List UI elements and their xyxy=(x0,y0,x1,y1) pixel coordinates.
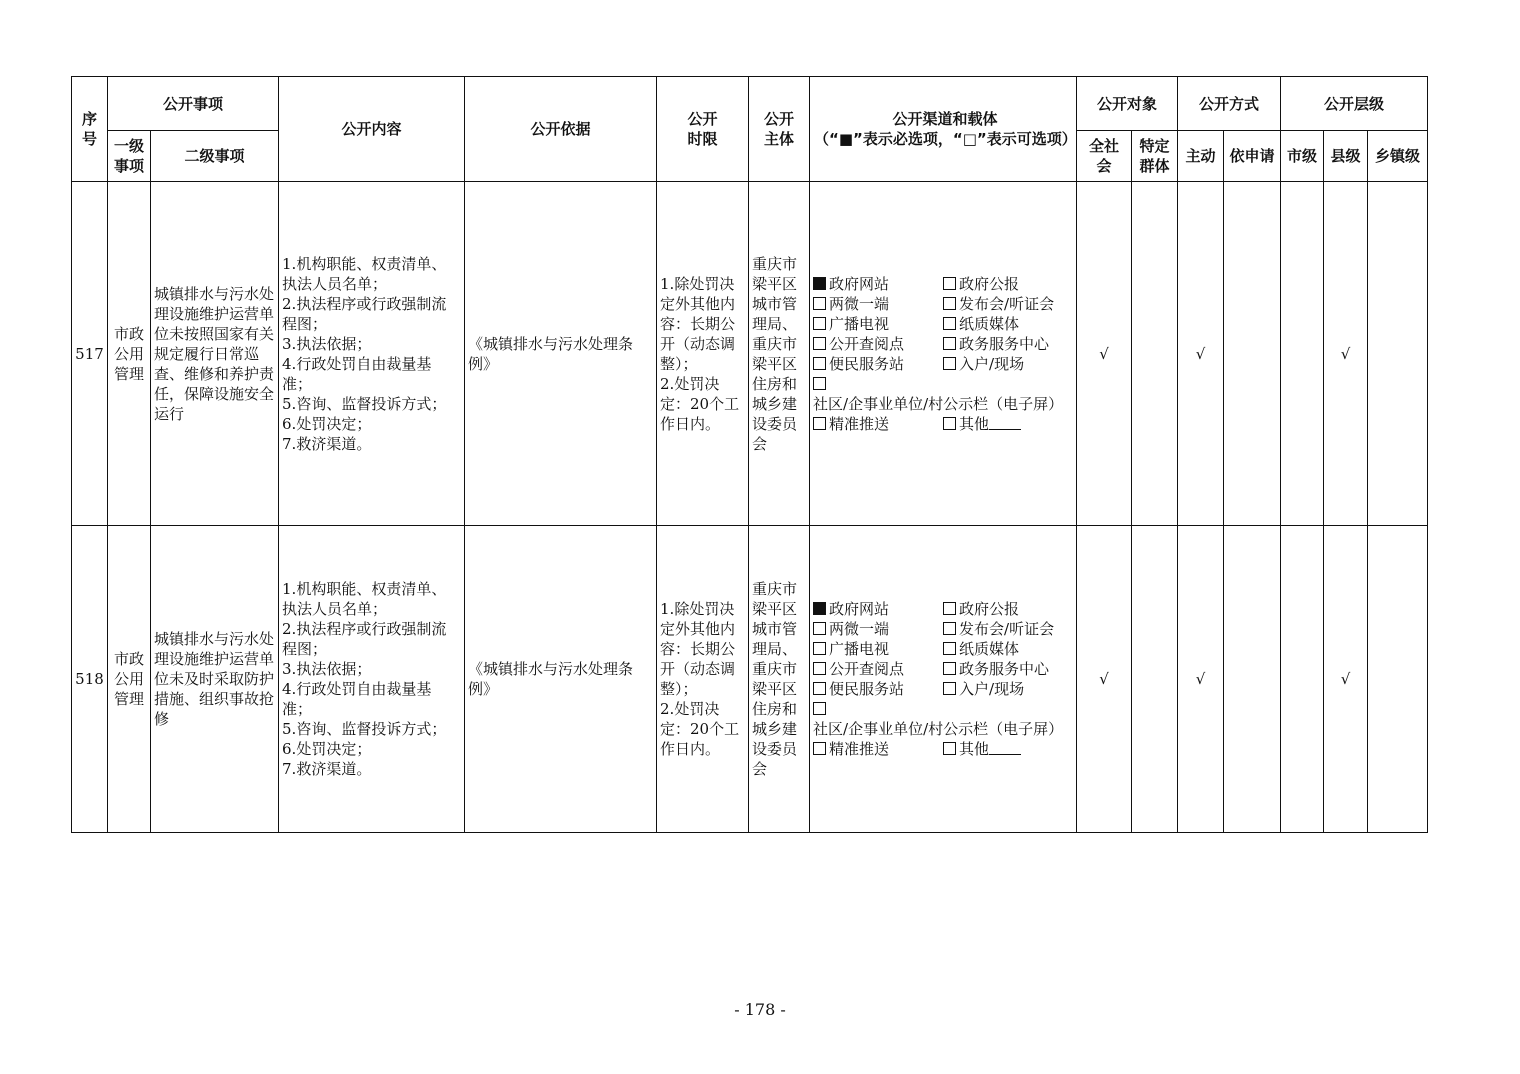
channel-item: 政府网站 xyxy=(813,274,943,294)
row-time-limit: 1.除处罚决定外其他内容：长期公开（动态调整）； 2.处罚决定：20个工作日内。 xyxy=(657,182,749,526)
checkbox-empty-icon xyxy=(813,742,826,755)
checkbox-empty-icon xyxy=(943,682,956,695)
row-seq: 517 xyxy=(72,182,108,526)
checkbox-empty-icon xyxy=(943,357,956,370)
checkbox-empty-icon xyxy=(943,297,956,310)
row-level-town xyxy=(1368,526,1428,833)
channel-item: 公开查阅点 xyxy=(813,334,943,354)
header-level-city: 市级 xyxy=(1281,131,1324,182)
header-level: 公开层级 xyxy=(1281,77,1428,131)
checkbox-empty-icon xyxy=(943,317,956,330)
row-mode-active: √ xyxy=(1178,182,1224,526)
row-target-all: √ xyxy=(1077,526,1132,833)
header-mode: 公开方式 xyxy=(1178,77,1281,131)
checkbox-empty-icon xyxy=(813,357,826,370)
channel-item: 政务服务中心 xyxy=(943,659,1073,679)
row-mode-apply xyxy=(1224,182,1281,526)
checkbox-empty-icon xyxy=(943,622,956,635)
checkbox-empty-icon xyxy=(813,702,826,715)
channel-item: 政府公报 xyxy=(943,599,1073,619)
checkbox-empty-icon xyxy=(943,662,956,675)
checkbox-empty-icon xyxy=(813,662,826,675)
row-content: 1.机构职能、权责清单、执法人员名单； 2.执法程序或行政强制流程图； 3.执法依据； 4.行政处罚自由裁量基准； 5.咨询、监督投诉方式； 6.处罚决定； 7.救济渠道。 xyxy=(279,526,465,833)
page-number: - 178 - xyxy=(734,1000,786,1019)
header-matter: 公开事项 xyxy=(108,77,279,131)
row-level2: 城镇排水与污水处理设施维护运营单位未按照国家有关规定履行日常巡查、维修和养护责任，保障设施安全运行 xyxy=(151,182,279,526)
header-mode-apply: 依申请 xyxy=(1224,131,1281,182)
checkbox-filled-icon xyxy=(813,277,826,290)
row-target-specific xyxy=(1132,182,1178,526)
checkbox-empty-icon xyxy=(813,642,826,655)
channel-item: 精准推送 xyxy=(813,739,943,759)
channel-item: 其他 xyxy=(943,739,1073,759)
row-seq: 518 xyxy=(72,526,108,833)
checkbox-empty-icon xyxy=(813,622,826,635)
channel-item: 政府网站 xyxy=(813,599,943,619)
disclosure-table xyxy=(71,76,1428,833)
channel-item: 入户/现场 xyxy=(943,679,1073,699)
channel-item: 发布会/听证会 xyxy=(943,619,1073,639)
row-subject: 重庆市梁平区城市管理局、重庆市梁平区住房和城乡建设委员会 xyxy=(749,182,810,526)
header-mode-active: 主动 xyxy=(1178,131,1224,182)
header-subject: 公开主体 xyxy=(749,77,810,182)
channel-item: 公开查阅点 xyxy=(813,659,943,679)
row-level1: 市政公用管理 xyxy=(108,182,151,526)
table-row xyxy=(72,182,1428,526)
header-level-town: 乡镇级 xyxy=(1368,131,1428,182)
row-level-county: √ xyxy=(1324,182,1368,526)
checkbox-empty-icon xyxy=(813,682,826,695)
channel-item: 广播电视 xyxy=(813,639,943,659)
header-time-limit: 公开时限 xyxy=(657,77,749,182)
checkbox-empty-icon xyxy=(943,337,956,350)
channel-item: 广播电视 xyxy=(813,314,943,334)
row-level-county: √ xyxy=(1324,526,1368,833)
header-target: 公开对象 xyxy=(1077,77,1178,131)
row-level-city xyxy=(1281,182,1324,526)
header-level1: 一级事项 xyxy=(108,131,151,182)
checkbox-empty-icon xyxy=(943,417,956,430)
table-row xyxy=(72,526,1428,833)
header-level-county: 县级 xyxy=(1324,131,1368,182)
checkbox-empty-icon xyxy=(813,377,826,390)
header-basis: 公开依据 xyxy=(465,77,657,182)
header-channel-title: 公开渠道和载体 xyxy=(892,110,998,128)
row-target-specific xyxy=(1132,526,1178,833)
row-level1: 市政公用管理 xyxy=(108,526,151,833)
row-target-all: √ xyxy=(1077,182,1132,526)
row-basis: 《城镇排水与污水处理条例》 xyxy=(465,182,657,526)
row-time-limit: 1.除处罚决定外其他内容：长期公开（动态调整）； 2.处罚决定：20个工作日内。 xyxy=(657,526,749,833)
row-level-city xyxy=(1281,526,1324,833)
header-target-all: 全社会 xyxy=(1077,131,1132,182)
channel-item: 入户/现场 xyxy=(943,354,1073,374)
header-channel-note: （“■”表示必选项，“□”表示可选项） xyxy=(814,130,1077,148)
row-mode-apply xyxy=(1224,526,1281,833)
checkbox-filled-icon xyxy=(813,602,826,615)
channel-item: 其他 xyxy=(943,414,1073,434)
row-channels xyxy=(810,182,1077,526)
checkbox-empty-icon xyxy=(943,602,956,615)
row-mode-active: √ xyxy=(1178,526,1224,833)
channel-item: 社区/企事业单位/村公示栏（电子屏） xyxy=(813,699,1073,739)
channel-item: 纸质媒体 xyxy=(943,639,1073,659)
channel-item: 社区/企事业单位/村公示栏（电子屏） xyxy=(813,374,1073,414)
row-level-town xyxy=(1368,182,1428,526)
channel-item: 政府公报 xyxy=(943,274,1073,294)
header-target-specific: 特定群体 xyxy=(1132,131,1178,182)
row-subject: 重庆市梁平区城市管理局、重庆市梁平区住房和城乡建设委员会 xyxy=(749,526,810,833)
row-level2: 城镇排水与污水处理设施维护运营单位未及时采取防护措施、组织事故抢修 xyxy=(151,526,279,833)
channel-item: 发布会/听证会 xyxy=(943,294,1073,314)
channel-item: 便民服务站 xyxy=(813,679,943,699)
checkbox-empty-icon xyxy=(813,317,826,330)
header-seq: 序号 xyxy=(72,77,108,182)
row-content: 1.机构职能、权责清单、执法人员名单； 2.执法程序或行政强制流程图； 3.执法依据； 4.行政处罚自由裁量基准； 5.咨询、监督投诉方式； 6.处罚决定； 7.救济渠道。 xyxy=(279,182,465,526)
channel-item: 政务服务中心 xyxy=(943,334,1073,354)
channel-item: 纸质媒体 xyxy=(943,314,1073,334)
header-content: 公开内容 xyxy=(279,77,465,182)
row-channels xyxy=(810,526,1077,833)
header-channel xyxy=(810,77,1077,182)
fill-in-blank xyxy=(989,415,1021,430)
checkbox-empty-icon xyxy=(943,277,956,290)
channel-item: 便民服务站 xyxy=(813,354,943,374)
channel-item: 两微一端 xyxy=(813,619,943,639)
checkbox-empty-icon xyxy=(813,417,826,430)
row-basis: 《城镇排水与污水处理条例》 xyxy=(465,526,657,833)
checkbox-empty-icon xyxy=(813,297,826,310)
fill-in-blank xyxy=(989,740,1021,755)
header-level2: 二级事项 xyxy=(151,131,279,182)
checkbox-empty-icon xyxy=(813,337,826,350)
checkbox-empty-icon xyxy=(943,742,956,755)
channel-item: 两微一端 xyxy=(813,294,943,314)
channel-item: 精准推送 xyxy=(813,414,943,434)
checkbox-empty-icon xyxy=(943,642,956,655)
